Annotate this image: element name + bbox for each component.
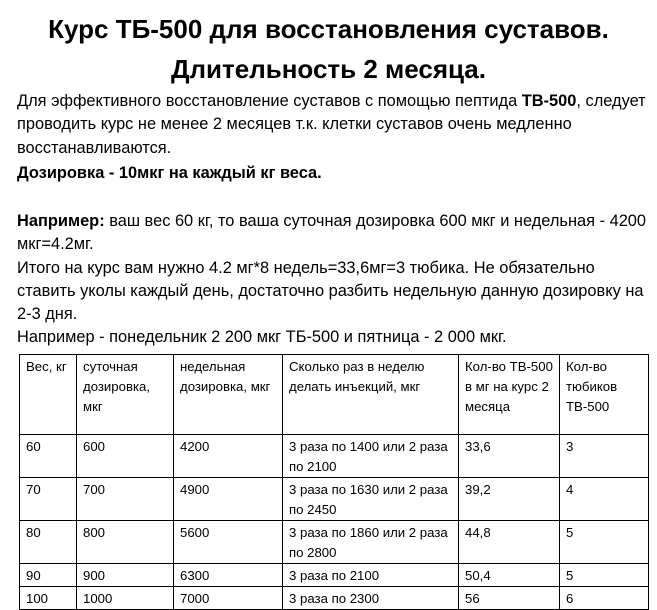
intro-text-before: Для эффективного восстановление суставов с помощью пептида: [17, 92, 522, 110]
title-line-1: Курс ТБ-500 для восстановления суставов.: [48, 14, 609, 44]
cell-weight: 90: [20, 564, 77, 587]
cell-weekly-dose: 4200: [174, 435, 283, 478]
header-course-mg: Кол-во ТВ-500 в мг на курс 2 месяца: [459, 355, 560, 435]
cell-injections: 3 раза по 1630 или 2 раза по 2450: [283, 478, 459, 521]
table-row: [20, 478, 649, 521]
table-header-row: [20, 355, 649, 435]
cell-injections: 3 раза по 2300: [283, 587, 459, 610]
cell-daily-dose: 600: [77, 435, 174, 478]
cell-daily-dose: 700: [77, 478, 174, 521]
cell-tubes: 5: [560, 521, 649, 564]
cell-weight: 100: [20, 587, 77, 610]
cell-course-mg: 50,4: [459, 564, 560, 587]
cell-injections: 3 раза по 1860 или 2 раза по 2800: [283, 521, 459, 564]
cell-weight: 80: [20, 521, 77, 564]
cell-course-mg: 33,6: [459, 435, 560, 478]
example-label: Например:: [17, 212, 105, 230]
header-daily-dose: суточная дозировка, мкг: [77, 355, 174, 435]
cell-weekly-dose: 5600: [174, 521, 283, 564]
title-line-2: Длительность 2 месяца.: [170, 54, 486, 84]
header-weight: Вес, кг: [20, 355, 77, 435]
table-row: [20, 435, 649, 478]
intro-text-after: , следует проводить курс не менее 2 месяцев т.к. клетки суставов очень медленно восстанавливаются.: [17, 92, 646, 157]
dosage-line: Дозировка - 10мкг на каждый кг веса.: [17, 164, 322, 182]
cell-injections: 3 раза по 1400 или 2 раза по 2100: [283, 435, 459, 478]
cell-tubes: 6: [560, 587, 649, 610]
cell-course-mg: 56: [459, 587, 560, 610]
cell-course-mg: 39,2: [459, 478, 560, 521]
cell-daily-dose: 800: [77, 521, 174, 564]
peptide-name: ТВ-500: [521, 92, 577, 110]
cell-daily-dose: 1000: [77, 587, 174, 610]
cell-tubes: 4: [560, 478, 649, 521]
cell-injections: 3 раза по 2100: [283, 564, 459, 587]
example2-paragraph: Например - понедельник 2 200 мкг ТБ-500 и пятница - 2 000 мкг.: [17, 328, 507, 347]
cell-weekly-dose: 4900: [174, 478, 283, 521]
cell-tubes: 3: [560, 435, 649, 478]
cell-weekly-dose: 6300: [174, 564, 283, 587]
cell-weight: 60: [20, 435, 77, 478]
header-injections-per-week: Сколько раз в неделю делать инъекций, мкг: [283, 355, 459, 435]
table-row: [20, 521, 649, 564]
cell-daily-dose: 900: [77, 564, 174, 587]
header-weekly-dose: недельная дозировка, мкг: [174, 355, 283, 435]
dosage-table: [19, 354, 649, 610]
course-paragraph: Итого на курс вам нужно 4.2 мг*8 недель=33,6мг=3 тюбика. Не обязательно ставить уколы каждый день, достаточно разбить недельную данную дозировку на 2-3 дня.: [17, 258, 644, 324]
example-block: [17, 210, 653, 350]
example-text: ваш вес 60 кг, то ваша суточная дозировка 600 мкг и недельная - 4200 мкг=4.2мг.: [17, 212, 647, 254]
header-tubes-count: Кол-во тюбиков ТВ-500: [560, 355, 649, 435]
intro-paragraph: [17, 90, 653, 160]
example-paragraph: [17, 210, 653, 257]
cell-course-mg: 44,8: [459, 521, 560, 564]
cell-weight: 70: [20, 478, 77, 521]
cell-weekly-dose: 7000: [174, 587, 283, 610]
table-row: [20, 587, 649, 610]
table-row: [20, 564, 649, 587]
cell-tubes: 5: [560, 564, 649, 587]
